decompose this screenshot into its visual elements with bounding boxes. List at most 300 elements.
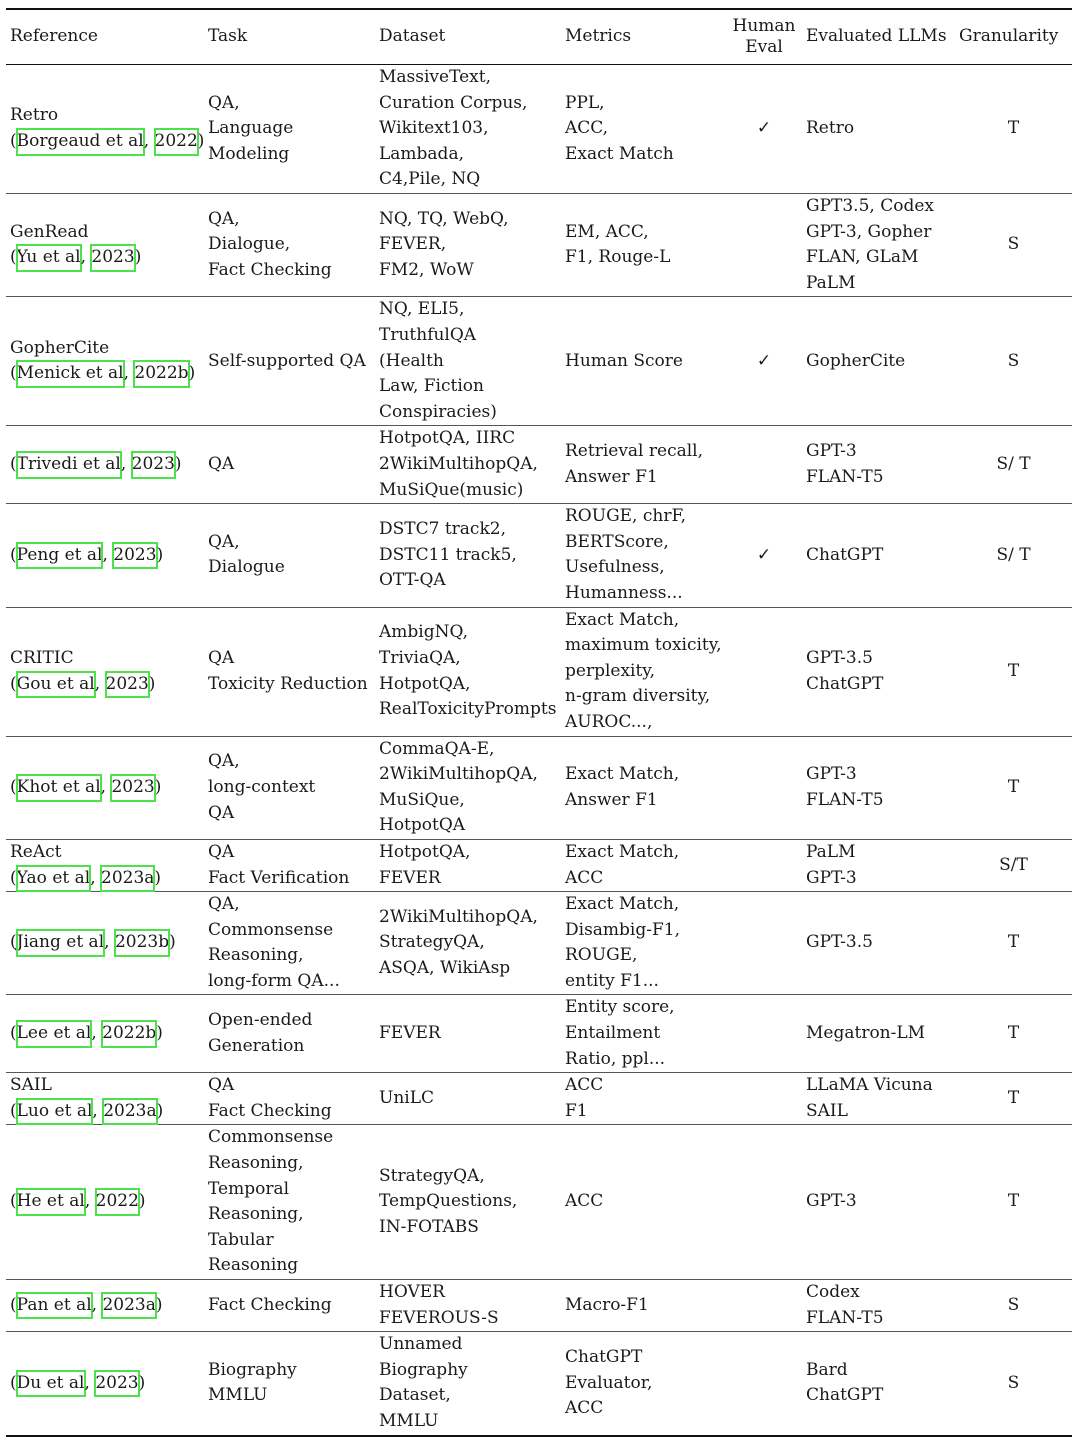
llm-line: FLAN-T5 (806, 789, 884, 810)
metric-line: Disambig-F1, (565, 919, 681, 940)
citation: (Jiang et al, 2023b) (10, 930, 200, 956)
granularity-cell: S (1007, 234, 1020, 255)
reference-cell (6, 1073, 204, 1125)
evaluated-llms-cell (802, 65, 955, 194)
metric-line: BERTScore, (565, 531, 669, 552)
dataset-line: AmbigNQ, (379, 622, 468, 643)
reference-cell (6, 995, 204, 1073)
task-line: Self-supported QA (208, 350, 366, 371)
task-line: Commonsense (208, 1127, 334, 1148)
metric-line: ACC (565, 1191, 604, 1212)
dataset-line: StrategyQA, (379, 1165, 485, 1186)
llm-line: Codex (806, 1282, 860, 1302)
reference-cell (6, 65, 204, 194)
metrics-cell (561, 736, 726, 839)
dataset-line: MuSiQue, (379, 789, 465, 810)
human-eval-cell (726, 892, 802, 995)
table-row (6, 65, 1072, 194)
reference-cell (6, 1280, 204, 1332)
citation: (Yu et al, 2023) (10, 245, 200, 271)
llm-line: PaLM (806, 272, 856, 293)
metric-line: entity F1... (565, 970, 659, 991)
citation: (Yao et al, 2023a) (10, 866, 200, 892)
dataset-line: HotpotQA, (379, 673, 471, 694)
citation: (Trivedi et al, 2023) (10, 452, 200, 478)
evaluated-llms-cell (802, 607, 955, 736)
comparison-table (6, 8, 1072, 1437)
task-line: Commonsense (208, 919, 334, 940)
human-eval-cell (726, 736, 802, 839)
human-eval-cell (726, 1125, 802, 1280)
checkmark-icon: ✓ (756, 350, 772, 371)
dataset-line: NQ, TQ, WebQ, (379, 208, 509, 229)
human-eval-cell (726, 995, 802, 1073)
dataset-line: HotpotQA, (379, 841, 471, 862)
llm-line: GPT-3 (806, 764, 857, 785)
dataset-line: 2WikiMultihopQA, (379, 453, 538, 474)
dataset-line: Unnamed (379, 1334, 463, 1355)
table-row (6, 607, 1072, 736)
dataset-line: Law, Fiction (379, 376, 484, 397)
dataset-line: (Health (379, 350, 444, 371)
citation-author-link[interactable]: Luo et al (17, 1099, 93, 1125)
llm-line: SAIL (806, 1100, 848, 1121)
llm-line: GPT-3 (806, 1191, 857, 1212)
reference-cell (6, 504, 204, 607)
header-human-eval-line: Human (732, 16, 796, 36)
task-line: QA (208, 1075, 235, 1096)
metrics-cell (561, 1073, 726, 1125)
metric-line: ACC (565, 1075, 604, 1096)
dataset-line: DSTC11 track5, (379, 544, 517, 565)
method-name: SAIL (10, 1075, 52, 1096)
task-cell (204, 65, 375, 194)
citation-author-link[interactable]: He et al (17, 1189, 85, 1215)
reference-cell (6, 194, 204, 297)
dataset-line: FEVER (379, 1023, 441, 1044)
metric-line: n-gram diversity, (565, 686, 711, 707)
dataset-line: MassiveText, (379, 67, 491, 88)
task-cell (204, 1073, 375, 1125)
checkmark-icon: ✓ (756, 118, 772, 139)
task-cell (204, 1125, 375, 1280)
evaluated-llms-cell (802, 1280, 955, 1332)
metrics-cell (561, 426, 726, 504)
citation-author-link[interactable]: Yao et al (17, 866, 91, 892)
citation: (Menick et al, 2022b) (10, 361, 200, 387)
dataset-line: IN-FOTABS (379, 1217, 479, 1238)
human-eval-cell (726, 1332, 802, 1436)
dataset-cell (375, 892, 561, 995)
dataset-cell (375, 1280, 561, 1332)
header-human-eval (726, 9, 802, 65)
reference-cell (6, 607, 204, 736)
citation-year-link[interactable]: 2023a (103, 1099, 156, 1125)
task-cell (204, 1332, 375, 1436)
dataset-line: Biography (379, 1359, 468, 1380)
table-row (6, 194, 1072, 297)
dataset-cell (375, 426, 561, 504)
method-name: Retro (10, 105, 59, 126)
dataset-line: UniLC (379, 1088, 435, 1109)
llm-line: GPT3.5, Codex (806, 196, 934, 216)
metric-line: maximum toxicity, (565, 635, 722, 656)
dataset-cell (375, 736, 561, 839)
task-line: Generation (208, 1035, 305, 1056)
llm-line: ChatGPT (806, 1385, 884, 1406)
citation-author-link[interactable]: Peng et al (17, 543, 103, 569)
header-human-eval-line: Eval (745, 37, 783, 57)
metrics-cell (561, 297, 726, 426)
dataset-cell (375, 1332, 561, 1436)
citation-year-link[interactable]: 2022 (96, 1189, 139, 1215)
dataset-line: HOVER (379, 1282, 445, 1302)
granularity-cell: S/ T (996, 453, 1031, 474)
citation-year-link[interactable]: 2023b (115, 930, 169, 956)
dataset-cell (375, 995, 561, 1073)
task-line: QA (208, 841, 235, 862)
table-row (6, 426, 1072, 504)
task-line: Fact Checking (208, 1294, 332, 1315)
llm-line: GPT-3.5 (806, 647, 873, 668)
llm-line: LLaMA Vicuna (806, 1075, 933, 1096)
dataset-line: MuSiQue(music) (379, 479, 524, 500)
citation: (Luo et al, 2023a) (10, 1099, 200, 1125)
task-line: long-form QA... (208, 970, 340, 991)
dataset-line: CommaQA-E, (379, 738, 495, 759)
dataset-line: Conspiracies) (379, 401, 497, 422)
dataset-line: FEVER (379, 867, 441, 888)
evaluated-llms-cell (802, 892, 955, 995)
llm-line: ChatGPT (806, 673, 884, 694)
task-cell (204, 892, 375, 995)
metric-line: Entailment (565, 1023, 661, 1044)
human-eval-cell (726, 297, 802, 426)
task-cell (204, 995, 375, 1073)
task-line: Dialogue, (208, 234, 291, 255)
table-row (6, 839, 1072, 891)
table-row (6, 995, 1072, 1073)
citation: (Borgeaud et al, 2022) (10, 129, 200, 155)
human-eval-cell (726, 504, 802, 607)
metric-line: Humanness... (565, 582, 683, 603)
dataset-line: FM2, WoW (379, 259, 474, 280)
metrics-cell (561, 607, 726, 736)
citation-year-link[interactable]: 2023 (132, 452, 175, 478)
metric-line: Answer F1 (565, 789, 658, 810)
citation-author-link[interactable]: Yu et al (17, 245, 81, 271)
human-eval-cell (726, 607, 802, 736)
llm-line: Megatron-LM (806, 1023, 926, 1044)
metric-line: Exact Match, (565, 841, 680, 862)
header-task: Task (208, 26, 248, 47)
granularity-cell: S/ T (996, 544, 1031, 565)
granularity-cell: T (1007, 1191, 1020, 1212)
metric-line: Retrieval recall, (565, 441, 704, 462)
granularity-cell: S (1007, 1294, 1020, 1315)
citation: (Pan et al, 2023a) (10, 1293, 200, 1319)
granularity-cell: T (1007, 1023, 1020, 1044)
citation-year-link[interactable]: 2023 (91, 245, 134, 271)
granularity-cell: S (1007, 1372, 1020, 1393)
task-line: QA, (208, 531, 240, 552)
dataset-cell (375, 297, 561, 426)
metric-line: ACC, (565, 118, 609, 139)
dataset-line: StrategyQA, (379, 932, 485, 953)
header-dataset: Dataset (379, 26, 446, 47)
citation-year-link[interactable]: 2023a (101, 866, 154, 892)
citation-year-link[interactable]: 2023a (102, 1293, 155, 1319)
task-line: Modeling (208, 143, 290, 164)
task-line: Dialogue (208, 557, 285, 578)
dataset-cell (375, 1125, 561, 1280)
dataset-cell (375, 504, 561, 607)
dataset-line: TruthfulQA (379, 324, 477, 345)
metric-line: Macro-F1 (565, 1294, 649, 1315)
metric-line: Exact Match, (565, 894, 680, 915)
granularity-cell: S/T (999, 854, 1028, 875)
task-line: Language (208, 118, 294, 139)
citation: (He et al, 2022) (10, 1189, 200, 1215)
dataset-line: FEVEROUS-S (379, 1307, 499, 1328)
header-reference: Reference (10, 26, 98, 47)
metrics-cell (561, 504, 726, 607)
task-line: Reasoning, (208, 1204, 304, 1225)
llm-line: FLAN, GLaM (806, 247, 919, 268)
task-line: Reasoning, (208, 945, 304, 966)
task-line: Biography (208, 1359, 297, 1380)
llm-line: GopherCite (806, 350, 906, 371)
citation-author-link[interactable]: Borgeaud et al (17, 129, 144, 155)
task-line: Fact Verification (208, 867, 350, 888)
granularity-cell: T (1007, 660, 1020, 681)
dataset-cell (375, 65, 561, 194)
metric-line: ACC (565, 867, 604, 888)
citation-author-link[interactable]: Khot et al (17, 775, 101, 801)
evaluated-llms-cell (802, 504, 955, 607)
dataset-cell (375, 1073, 561, 1125)
metric-line: F1 (565, 1100, 588, 1121)
metrics-cell (561, 1280, 726, 1332)
table-row (6, 1332, 1072, 1436)
metric-line: PPL, (565, 92, 605, 113)
llm-line: GPT-3.5 (806, 932, 873, 953)
citation-author-link[interactable]: Jiang et al (17, 930, 105, 956)
granularity-cell: T (1007, 118, 1020, 139)
citation-author-link[interactable]: Gou et al (17, 672, 95, 698)
llm-line: Retro (806, 118, 855, 139)
citation-year-link[interactable]: 2022b (134, 361, 188, 387)
dataset-line: OTT-QA (379, 570, 446, 591)
dataset-line: TriviaQA, (379, 647, 461, 668)
task-cell (204, 426, 375, 504)
dataset-line: Dataset, (379, 1385, 451, 1406)
metric-line: AUROC..., (565, 711, 653, 732)
granularity-cell: T (1007, 932, 1020, 953)
citation-year-link[interactable]: 2023 (111, 775, 154, 801)
checkmark-icon: ✓ (756, 544, 772, 565)
llm-line: GPT-3 (806, 867, 857, 888)
citation-year-link[interactable]: 2023 (95, 1371, 138, 1397)
dataset-line: 2WikiMultihopQA, (379, 906, 538, 927)
task-line: long-context (208, 776, 316, 797)
llm-line: FLAN-T5 (806, 1307, 884, 1328)
llm-line: ChatGPT (806, 544, 884, 565)
metric-line: ROUGE, (565, 945, 638, 966)
task-line: MMLU (208, 1385, 268, 1406)
task-line: Fact Checking (208, 1100, 332, 1121)
citation-author-link[interactable]: Lee et al (17, 1021, 92, 1047)
evaluated-llms-cell (802, 1125, 955, 1280)
dataset-line: 2WikiMultihopQA, (379, 764, 538, 785)
task-line: Toxicity Reduction (208, 673, 368, 694)
table-row (6, 1280, 1072, 1332)
granularity-cell: T (1007, 776, 1020, 797)
citation: (Gou et al, 2023) (10, 672, 200, 698)
header-row (6, 9, 1072, 65)
task-cell (204, 504, 375, 607)
metric-line: ROUGE, chrF, (565, 506, 687, 527)
reference-cell (6, 736, 204, 839)
dataset-line: Lambada, (379, 143, 464, 164)
reference-cell (6, 892, 204, 995)
llm-line: GPT-3, Gopher (806, 221, 932, 242)
evaluated-llms-cell (802, 297, 955, 426)
task-cell (204, 736, 375, 839)
header-granularity: Granularity (959, 26, 1059, 47)
evaluated-llms-cell (802, 194, 955, 297)
header-evaluated-llms: Evaluated LLMs (806, 26, 947, 47)
metric-line: Usefulness, (565, 557, 665, 578)
evaluated-llms-cell (802, 839, 955, 891)
task-line: QA, (208, 894, 240, 915)
header-metrics: Metrics (565, 26, 632, 47)
evaluated-llms-cell (802, 995, 955, 1073)
dataset-cell (375, 607, 561, 736)
metric-line: ChatGPT (565, 1346, 643, 1367)
metric-line: Entity score, (565, 997, 675, 1018)
metric-line: F1, Rouge-L (565, 247, 671, 268)
metric-line: Exact Match (565, 143, 674, 164)
task-line: QA, (208, 208, 240, 229)
method-name: CRITIC (10, 647, 74, 668)
reference-cell (6, 839, 204, 891)
method-name: GenRead (10, 221, 89, 242)
dataset-line: Wikitext103, (379, 118, 489, 139)
reference-cell (6, 1125, 204, 1280)
task-cell (204, 1280, 375, 1332)
citation-author-link[interactable]: Pan et al (17, 1293, 92, 1319)
citation-author-link[interactable]: Du et al (17, 1371, 85, 1397)
metric-line: Exact Match, (565, 609, 680, 630)
metric-line: Exact Match, (565, 764, 680, 785)
human-eval-cell (726, 1073, 802, 1125)
table-row (6, 1125, 1072, 1280)
table-row (6, 504, 1072, 607)
dataset-line: ASQA, WikiAsp (379, 958, 511, 979)
evaluated-llms-cell (802, 1073, 955, 1125)
dataset-line: C4,Pile, NQ (379, 169, 481, 190)
citation-year-link[interactable]: 2023 (106, 672, 149, 698)
metric-line: Evaluator, (565, 1372, 653, 1393)
metrics-cell (561, 65, 726, 194)
task-line: QA, (208, 92, 240, 113)
table-row (6, 736, 1072, 839)
dataset-line: HotpotQA, IIRC (379, 428, 516, 449)
citation: (Peng et al, 2023) (10, 543, 200, 569)
dataset-line: HotpotQA (379, 815, 466, 836)
human-eval-cell (726, 426, 802, 504)
task-line: Reasoning (208, 1255, 299, 1276)
dataset-line: TempQuestions, (379, 1191, 518, 1212)
human-eval-cell (726, 839, 802, 891)
citation: (Du et al, 2023) (10, 1371, 200, 1397)
task-line: Reasoning, (208, 1153, 304, 1174)
dataset-line: RealToxicityPrompts (379, 699, 557, 720)
method-name: GopherCite (10, 337, 110, 358)
metrics-cell (561, 995, 726, 1073)
task-line: QA, (208, 751, 240, 772)
evaluated-llms-cell (802, 736, 955, 839)
task-line: Temporal (208, 1178, 290, 1199)
metrics-cell (561, 1125, 726, 1280)
evaluated-llms-cell (802, 1332, 955, 1436)
citation-author-link[interactable]: Trivedi et al (17, 452, 121, 478)
metric-line: Ratio, ppl... (565, 1048, 666, 1069)
metrics-cell (561, 194, 726, 297)
table-row (6, 1073, 1072, 1125)
human-eval-cell (726, 194, 802, 297)
table-body (6, 65, 1072, 1436)
dataset-line: DSTC7 track2, (379, 518, 506, 539)
metric-line: EM, ACC, (565, 221, 649, 242)
task-cell (204, 297, 375, 426)
metrics-cell (561, 892, 726, 995)
dataset-line: NQ, ELI5, (379, 299, 465, 320)
human-eval-cell (726, 65, 802, 194)
task-cell (204, 607, 375, 736)
citation-year-link[interactable]: 2022b (102, 1021, 156, 1047)
method-name: ReAct (10, 841, 62, 862)
citation-author-link[interactable]: Menick et al (17, 361, 124, 387)
reference-cell (6, 426, 204, 504)
dataset-cell (375, 194, 561, 297)
granularity-cell: S (1007, 350, 1020, 371)
task-line: Open-ended (208, 1010, 313, 1031)
task-line: QA (208, 647, 235, 668)
citation-year-link[interactable]: 2023 (113, 543, 156, 569)
task-line: QA (208, 453, 235, 474)
llm-line: FLAN-T5 (806, 466, 884, 487)
reference-cell (6, 297, 204, 426)
table-row (6, 297, 1072, 426)
llm-line: GPT-3 (806, 441, 857, 462)
task-cell (204, 839, 375, 891)
dataset-line: FEVER, (379, 234, 447, 255)
llm-line: PaLM (806, 841, 856, 862)
task-line: Fact Checking (208, 259, 332, 280)
llm-line: Bard (806, 1359, 848, 1380)
citation: (Khot et al, 2023) (10, 775, 200, 801)
dataset-cell (375, 839, 561, 891)
human-eval-cell (726, 1280, 802, 1332)
citation-year-link[interactable]: 2022 (155, 129, 198, 155)
task-line: Tabular (208, 1229, 274, 1250)
granularity-cell: T (1007, 1088, 1020, 1109)
task-cell (204, 194, 375, 297)
dataset-line: MMLU (379, 1410, 439, 1431)
metric-line: Answer F1 (565, 466, 658, 487)
